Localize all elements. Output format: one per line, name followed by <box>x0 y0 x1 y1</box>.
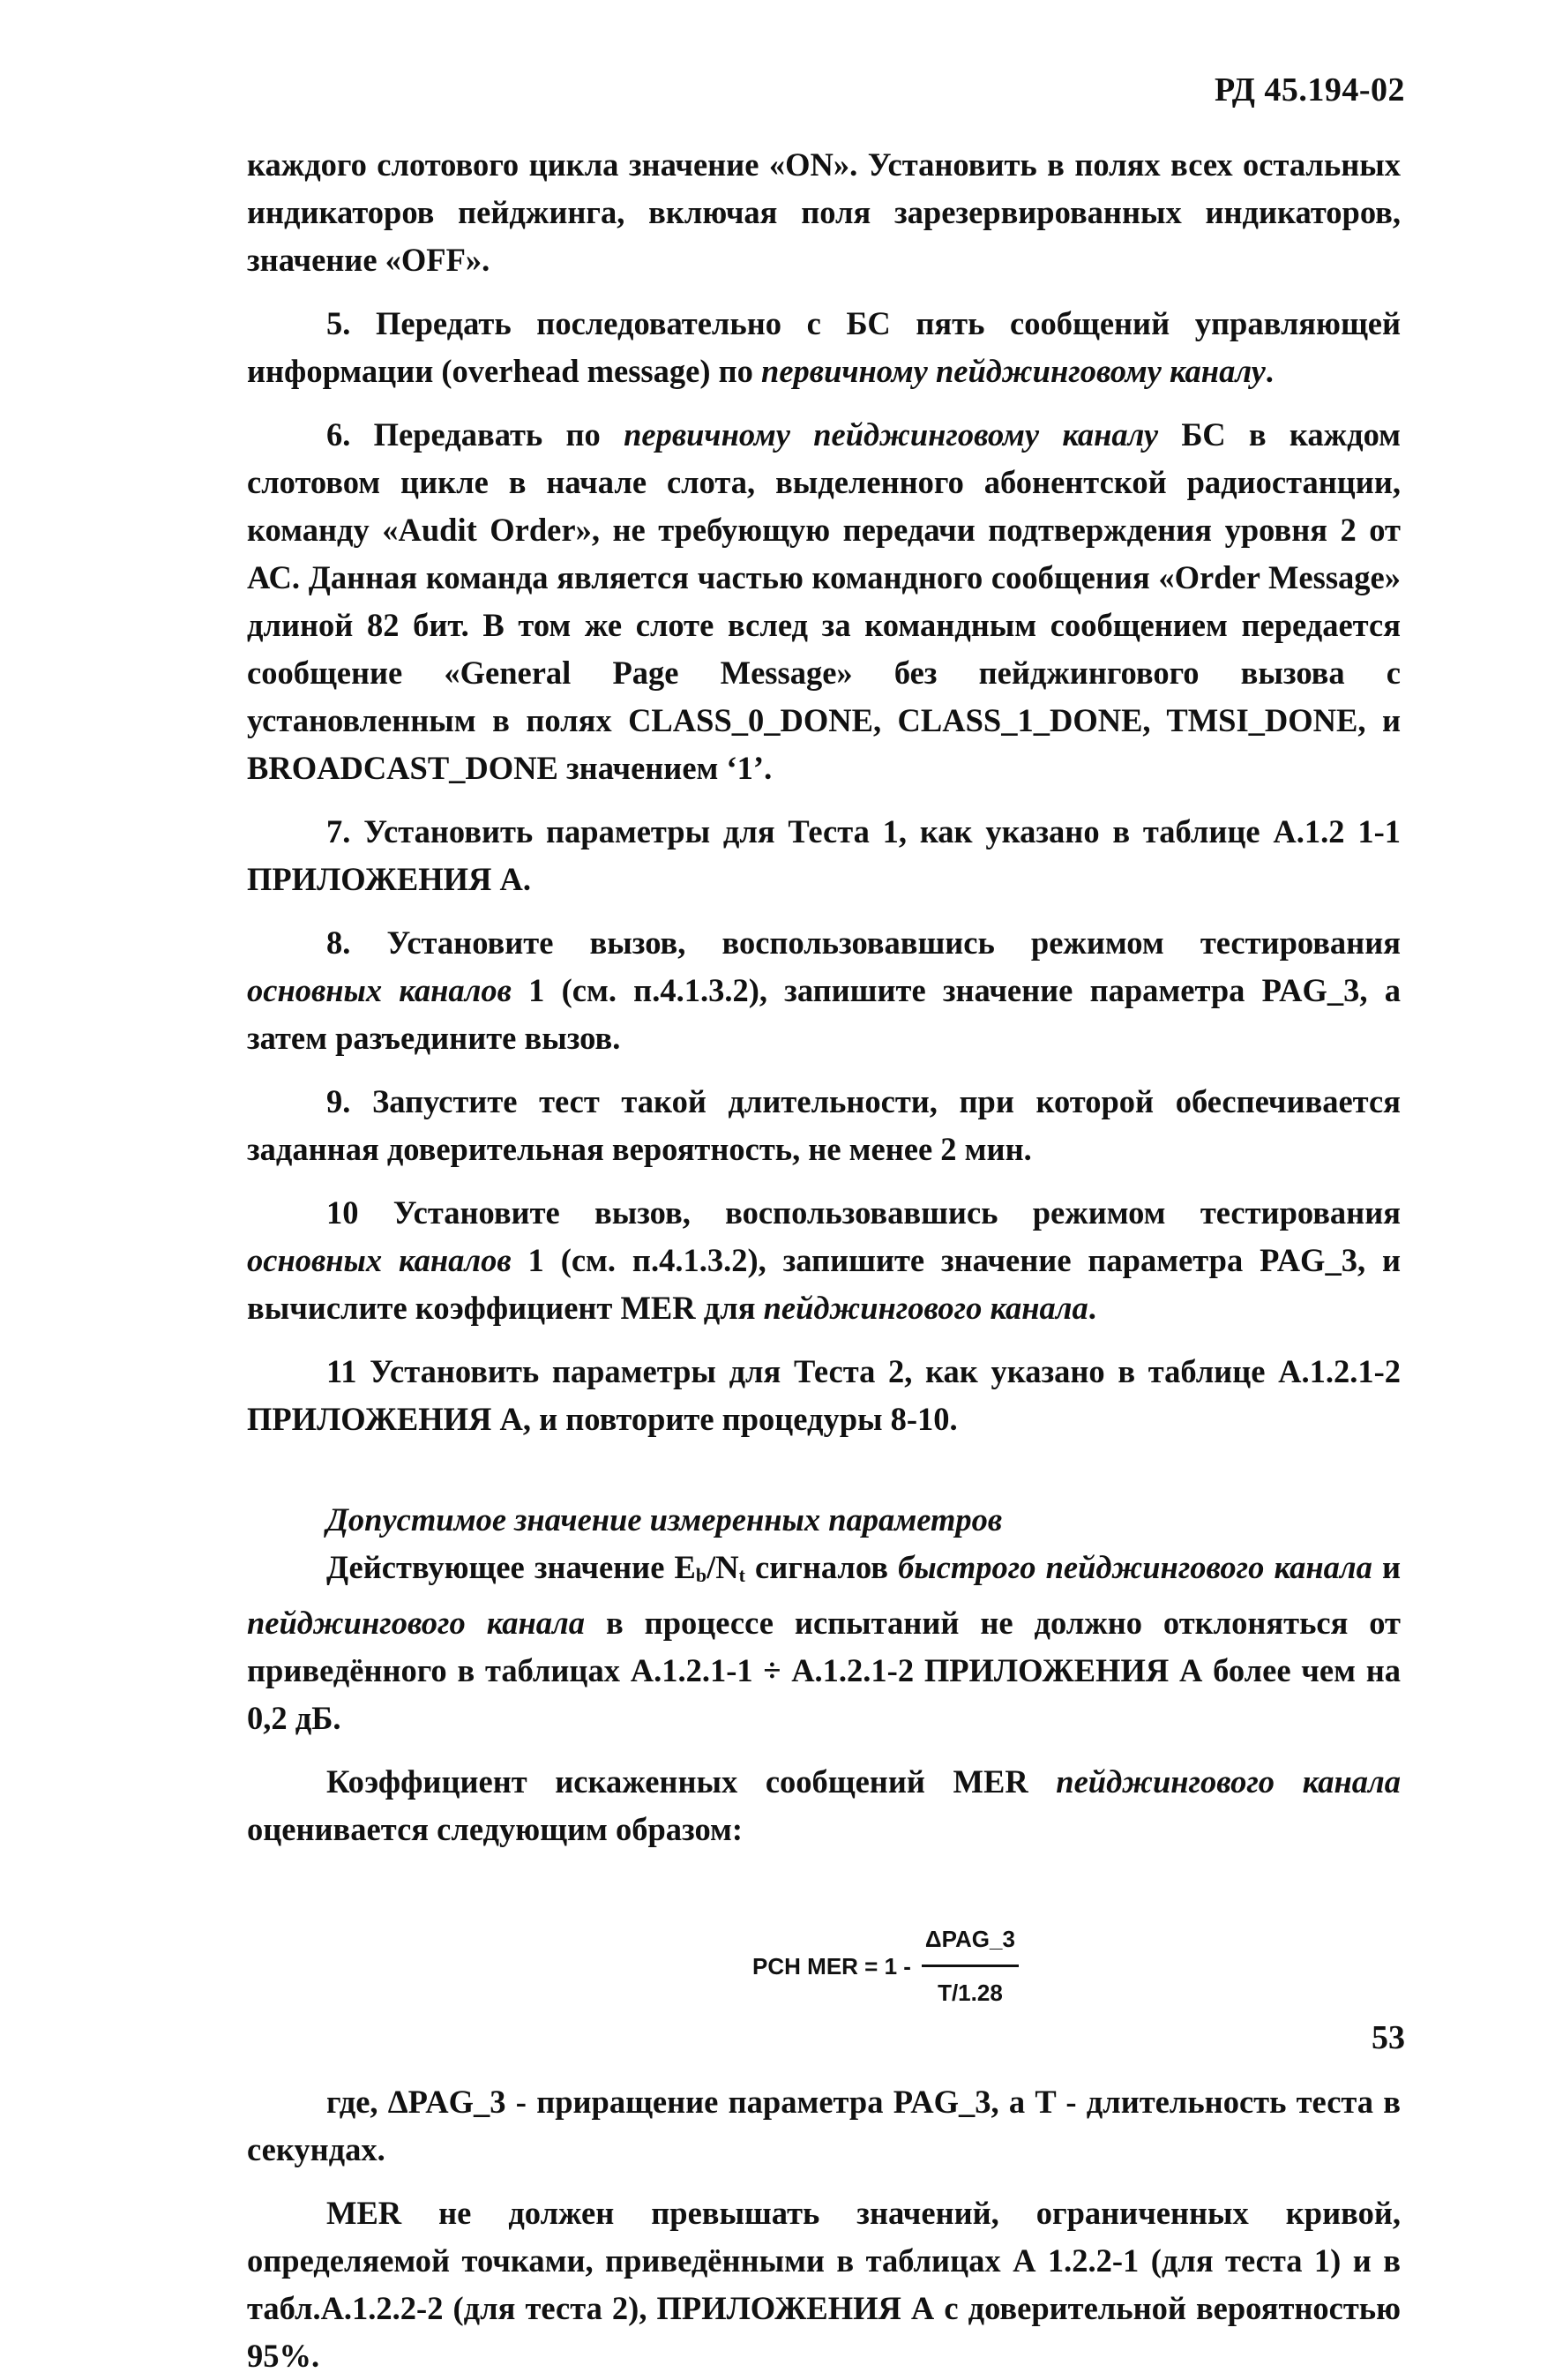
document-body <box>247 141 1401 2380</box>
formula-denominator: T/1.28 <box>938 1980 1003 2006</box>
paragraph-eb-nt: Действующее значение $E_b/N_t$ сигналов быстрого пейджингового канала и пейджингового канала в процессе испытаний не должно отклоняться от приведённого в таблицах А.1.2.1-1 ÷ А.1.2.1-2 ПРИЛОЖЕНИЯ А более чем на 0,2 дБ. <box>247 1549 1401 1736</box>
formula-fraction <box>922 1915 1019 2017</box>
formula-numerator: ΔPAG_3 <box>922 1915 1019 1967</box>
paragraph-step-11: 11 Установить параметры для Теста 2, как указано в таблице А.1.2.1-2 ПРИЛОЖЕНИЯ А, и повторите процедуры 8-10. <box>247 1353 1401 1437</box>
paragraph-continuation: каждого слотового цикла значение «ON». Установить в полях всех остальных индикаторов пейджинга, включая поля зарезервированных индикаторов, значение «OFF». <box>247 146 1401 278</box>
paragraph-mer-intro: Коэффициент искаженных сообщений MER пейджингового канала оценивается следующим образом: <box>247 1763 1401 1847</box>
paragraph-formula-legend: где, ΔPAG_3 - приращение параметра PAG_3, а T - длительность теста в секундах. <box>247 2084 1401 2167</box>
paragraph-step-8: 8. Установите вызов, воспользовавшись режимом тестирования основных каналов 1 (см. п.4.1.3.2), запишите значение параметра PAG_3, а затем разъедините вызов. <box>247 924 1402 1056</box>
paragraph-step-7: 7. Установить параметры для Теста 1, как указано в таблице А.1.2 1-1 ПРИЛОЖЕНИЯ А. <box>247 813 1401 897</box>
formula-lhs: PCH MER = 1 - <box>752 1952 911 1980</box>
document-code: РД 45.194-02 <box>1215 71 1405 109</box>
paragraph-step-6: 6. Передавать по первичному пейджинговому каналу БС в каждом слотовом цикле в начале слота, выделенного абонентской радиостанции, команду «Audit Order», не требующую передачи подтверждения уровня 2 от АС. Данная команда является частью командного сообщения «Order Message» длиной 82 бит. В том же слоте вслед за командным сообщением передается сообщение «General Page Message» без пейджингового вызова с установленным в полях CLASS_0_DONE, CLASS_1_DONE, TMSI_DONE, и BROADCAST_DONE значением ‘1’. <box>247 416 1401 786</box>
paragraph-step-5: 5. Передать последовательно с БС пять сообщений управляющей информации (overhead message) по первичному пейджинговому каналу. <box>247 305 1401 389</box>
paragraph-step-9: 9. Запустите тест такой длительности, при которой обеспечивается заданная доверительная вероятность, не менее 2 мин. <box>247 1083 1401 1167</box>
paragraph-mer-limit: MER не должен превышать значений, ограниченных кривой, определяемой точками, приведёнными в таблицах А 1.2.2-1 (для теста 1) и в табл.А.1.2.2-2 (для теста 2), ПРИЛОЖЕНИЯ А с доверительной вероятностью 95%. <box>247 2195 1401 2374</box>
mer-formula <box>370 1915 1401 2017</box>
paragraph-step-10: 10 Установите вызов, воспользовавшись режимом тестирования основных каналов 1 (см. п.4.1.3.2), запишите значение параметра PAG_3, и вычислите коэффициент MER для пейджингового канала. <box>247 1194 1401 1326</box>
page-number: 53 <box>1372 2019 1405 2056</box>
section-heading: Допустимое значение измеренных параметров <box>326 1501 1003 1538</box>
